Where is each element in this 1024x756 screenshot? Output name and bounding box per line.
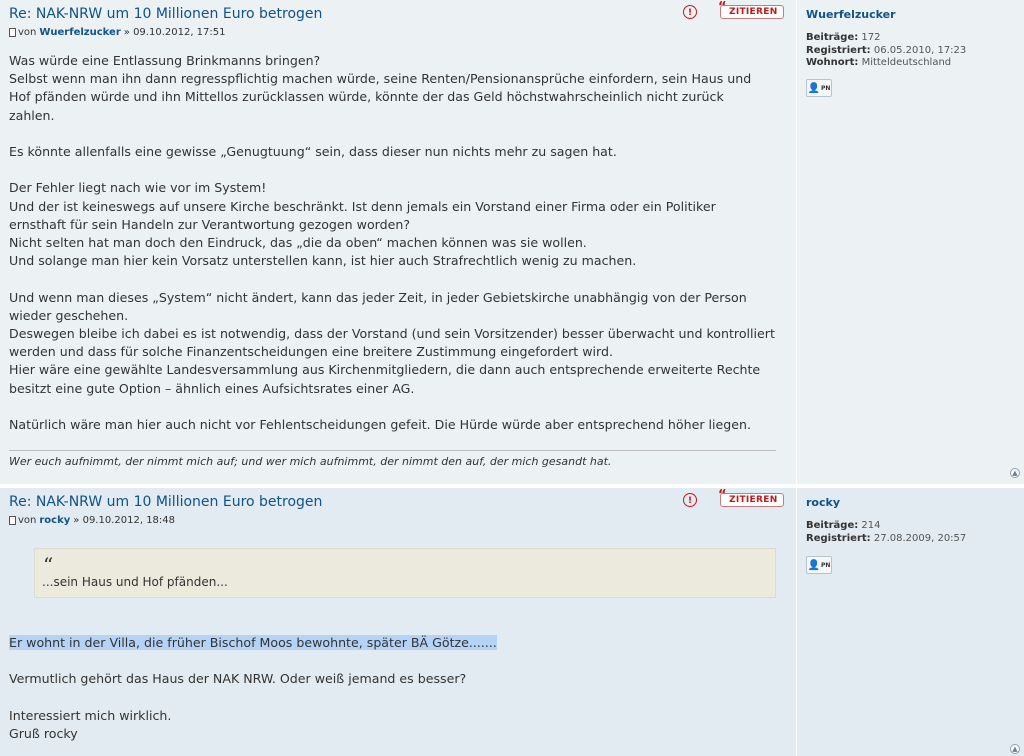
registered-label: Registriert: [806,44,871,56]
content-line: besitzt eine gute Option – ähnlich eines Aufsichtsrates einer AG. [9,380,415,396]
post-actions [683,488,784,507]
post-author-link[interactable]: Wuerfelzucker [39,27,121,38]
private-message-icon: 👤 [807,559,821,571]
profile-stats [806,520,966,545]
quote-block [34,548,776,598]
content-line: Hier wäre eine gewählte Landesversammlung aus Kirchenmitgliedern, die dann auch entsprechende erweiterte Rechte [9,362,761,378]
pm-label: PN [821,84,831,92]
content-line: Der Fehler liegt nach wie vor im System! [9,180,267,196]
quote-icon: “ [718,0,727,15]
post-title-link[interactable]: Re: NAK-NRW um 10 Millionen Euro betrogen [9,494,323,510]
profile-username-link[interactable]: rocky [806,496,840,509]
pm-label: PN [821,561,831,569]
post-document-icon[interactable] [9,28,16,37]
content-line: Und der ist keineswegs auf unsere Kirche beschränkt. Ist denn jemals ein Vorstand einer Firma oder ein Politiker [9,198,716,214]
content-line: Natürlich wäre man hier auch nicht vor Fehlentscheidungen gefeit. Die Hürde würde aber entsprechend höher liegen. [9,417,751,432]
registered-label: Registriert: [806,532,871,544]
posts-count-value: 214 [861,520,881,531]
content-line: Was würde eine Entlassung Brinkmanns bringen? [9,53,321,68]
posts-count-label: Beiträge: [806,32,859,43]
location-label: Wohnort: [806,57,859,68]
content-line: zahlen. [9,107,55,123]
quote-button-label: ZITIEREN [729,7,778,17]
paragraph-gap [9,689,799,707]
private-message-icon: 👤 [807,82,821,94]
post-profile [796,0,1024,484]
post [0,488,1024,756]
post-by-label: von [18,27,37,38]
content-line: Nicht selten hat man doch den Eindruck, das „die da oben“ machen können was sie wollen. [9,235,587,250]
posts-count-label: Beiträge: [806,520,859,531]
quote-button[interactable] [718,488,784,507]
content-line: Und wenn man dieses „System“ nicht ändert, kann das jeder Zeit, in jeder Gebietskirche unabhängig von der Person [9,289,747,305]
content-line: Deswegen bleibe ich dabei es ist notwendig, dass der Vorstand (und sein Vorsitzender) besser überwacht und kontrolliert [9,326,775,341]
post-content [9,52,799,434]
post-title-link[interactable]: Re: NAK-NRW um 10 Millionen Euro betrogen [9,6,323,22]
post-content-lines [9,670,799,743]
paragraph-gap [9,398,799,416]
registered-value: 06.05.2010, 17:23 [873,44,967,56]
back-to-top-icon[interactable]: ▲ [1010,744,1020,754]
post-date: » 09.10.2012, 17:51 [123,27,226,38]
content-line: Gruß rocky [9,725,78,741]
post-author-link[interactable]: rocky [39,515,71,526]
post-meta [9,27,226,38]
quote-button[interactable] [718,0,784,19]
profile-stats [806,32,966,70]
content-line: werden und dass für solche Finanzentscheidungen eine breitere Zustimmung eingefordert wird. [9,344,613,360]
private-message-button[interactable] [806,79,832,97]
paragraph-gap [9,270,799,288]
content-line: Selbst wenn man ihn dann regresspflichtig machen würde, seine Renten/Pensionansprüche einfordern, sein Haus und [9,71,752,87]
quote-text: ...sein Haus und Hof pfänden... [42,575,228,589]
quote-icon: “ [718,488,727,503]
content-line: wieder geschehen. [9,307,129,323]
content-line: Vermutlich gehört das Haus der NAK NRW. Oder weiß jemand es besser? [9,671,467,687]
warning-icon[interactable]: ! [683,5,697,19]
content-line: ernsthaft für sein Handeln zur Verantwortung gezogen worden? [9,216,411,232]
post-date: » 09.10.2012, 18:48 [73,515,176,526]
private-message-button[interactable] [806,556,832,574]
content-line: Es könnte allenfalls eine gewisse „Genugtuung“ sein, dass dieser nun nichts mehr zu sagen hat. [9,144,617,159]
location-value: Mitteldeutschland [861,57,952,68]
post-by-label: von [18,515,37,526]
post-content [9,634,799,743]
posts-count-value: 172 [861,32,881,43]
quote-mark: “ [43,553,54,577]
content-line: Und solange man hier kein Vorsatz unterstellen kann, ist hier auch Strafrechtlich wenig zu machen. [9,253,637,269]
selected-text[interactable]: Er wohnt in der Villa, die früher Bischof Moos bewohnte, später BÄ Götze....... [9,635,497,650]
profile-username-link[interactable]: Wuerfelzucker [806,8,896,21]
quote-button-label: ZITIEREN [729,495,778,505]
paragraph-gap [9,161,799,179]
post-profile [796,488,1024,756]
post-document-icon[interactable] [9,516,16,525]
content-line: Hof pfänden würde und ihn Mittellos zurücklassen würde, könnte der das Geld höchstwahrscheinlich nicht zurück [9,89,724,105]
warning-icon[interactable]: ! [683,493,697,507]
post-actions [683,0,784,19]
paragraph-gap [9,125,799,143]
back-to-top-icon[interactable]: ▲ [1010,468,1020,478]
post-signature: Wer euch aufnimmt, der nimmt mich auf; und wer mich aufnimmt, der nimmt den auf, der mich gesandt hat. [9,450,776,468]
registered-value: 27.08.2009, 20:57 [873,532,967,544]
content-line: Interessiert mich wirklich. [9,707,172,723]
post-meta [9,515,175,526]
